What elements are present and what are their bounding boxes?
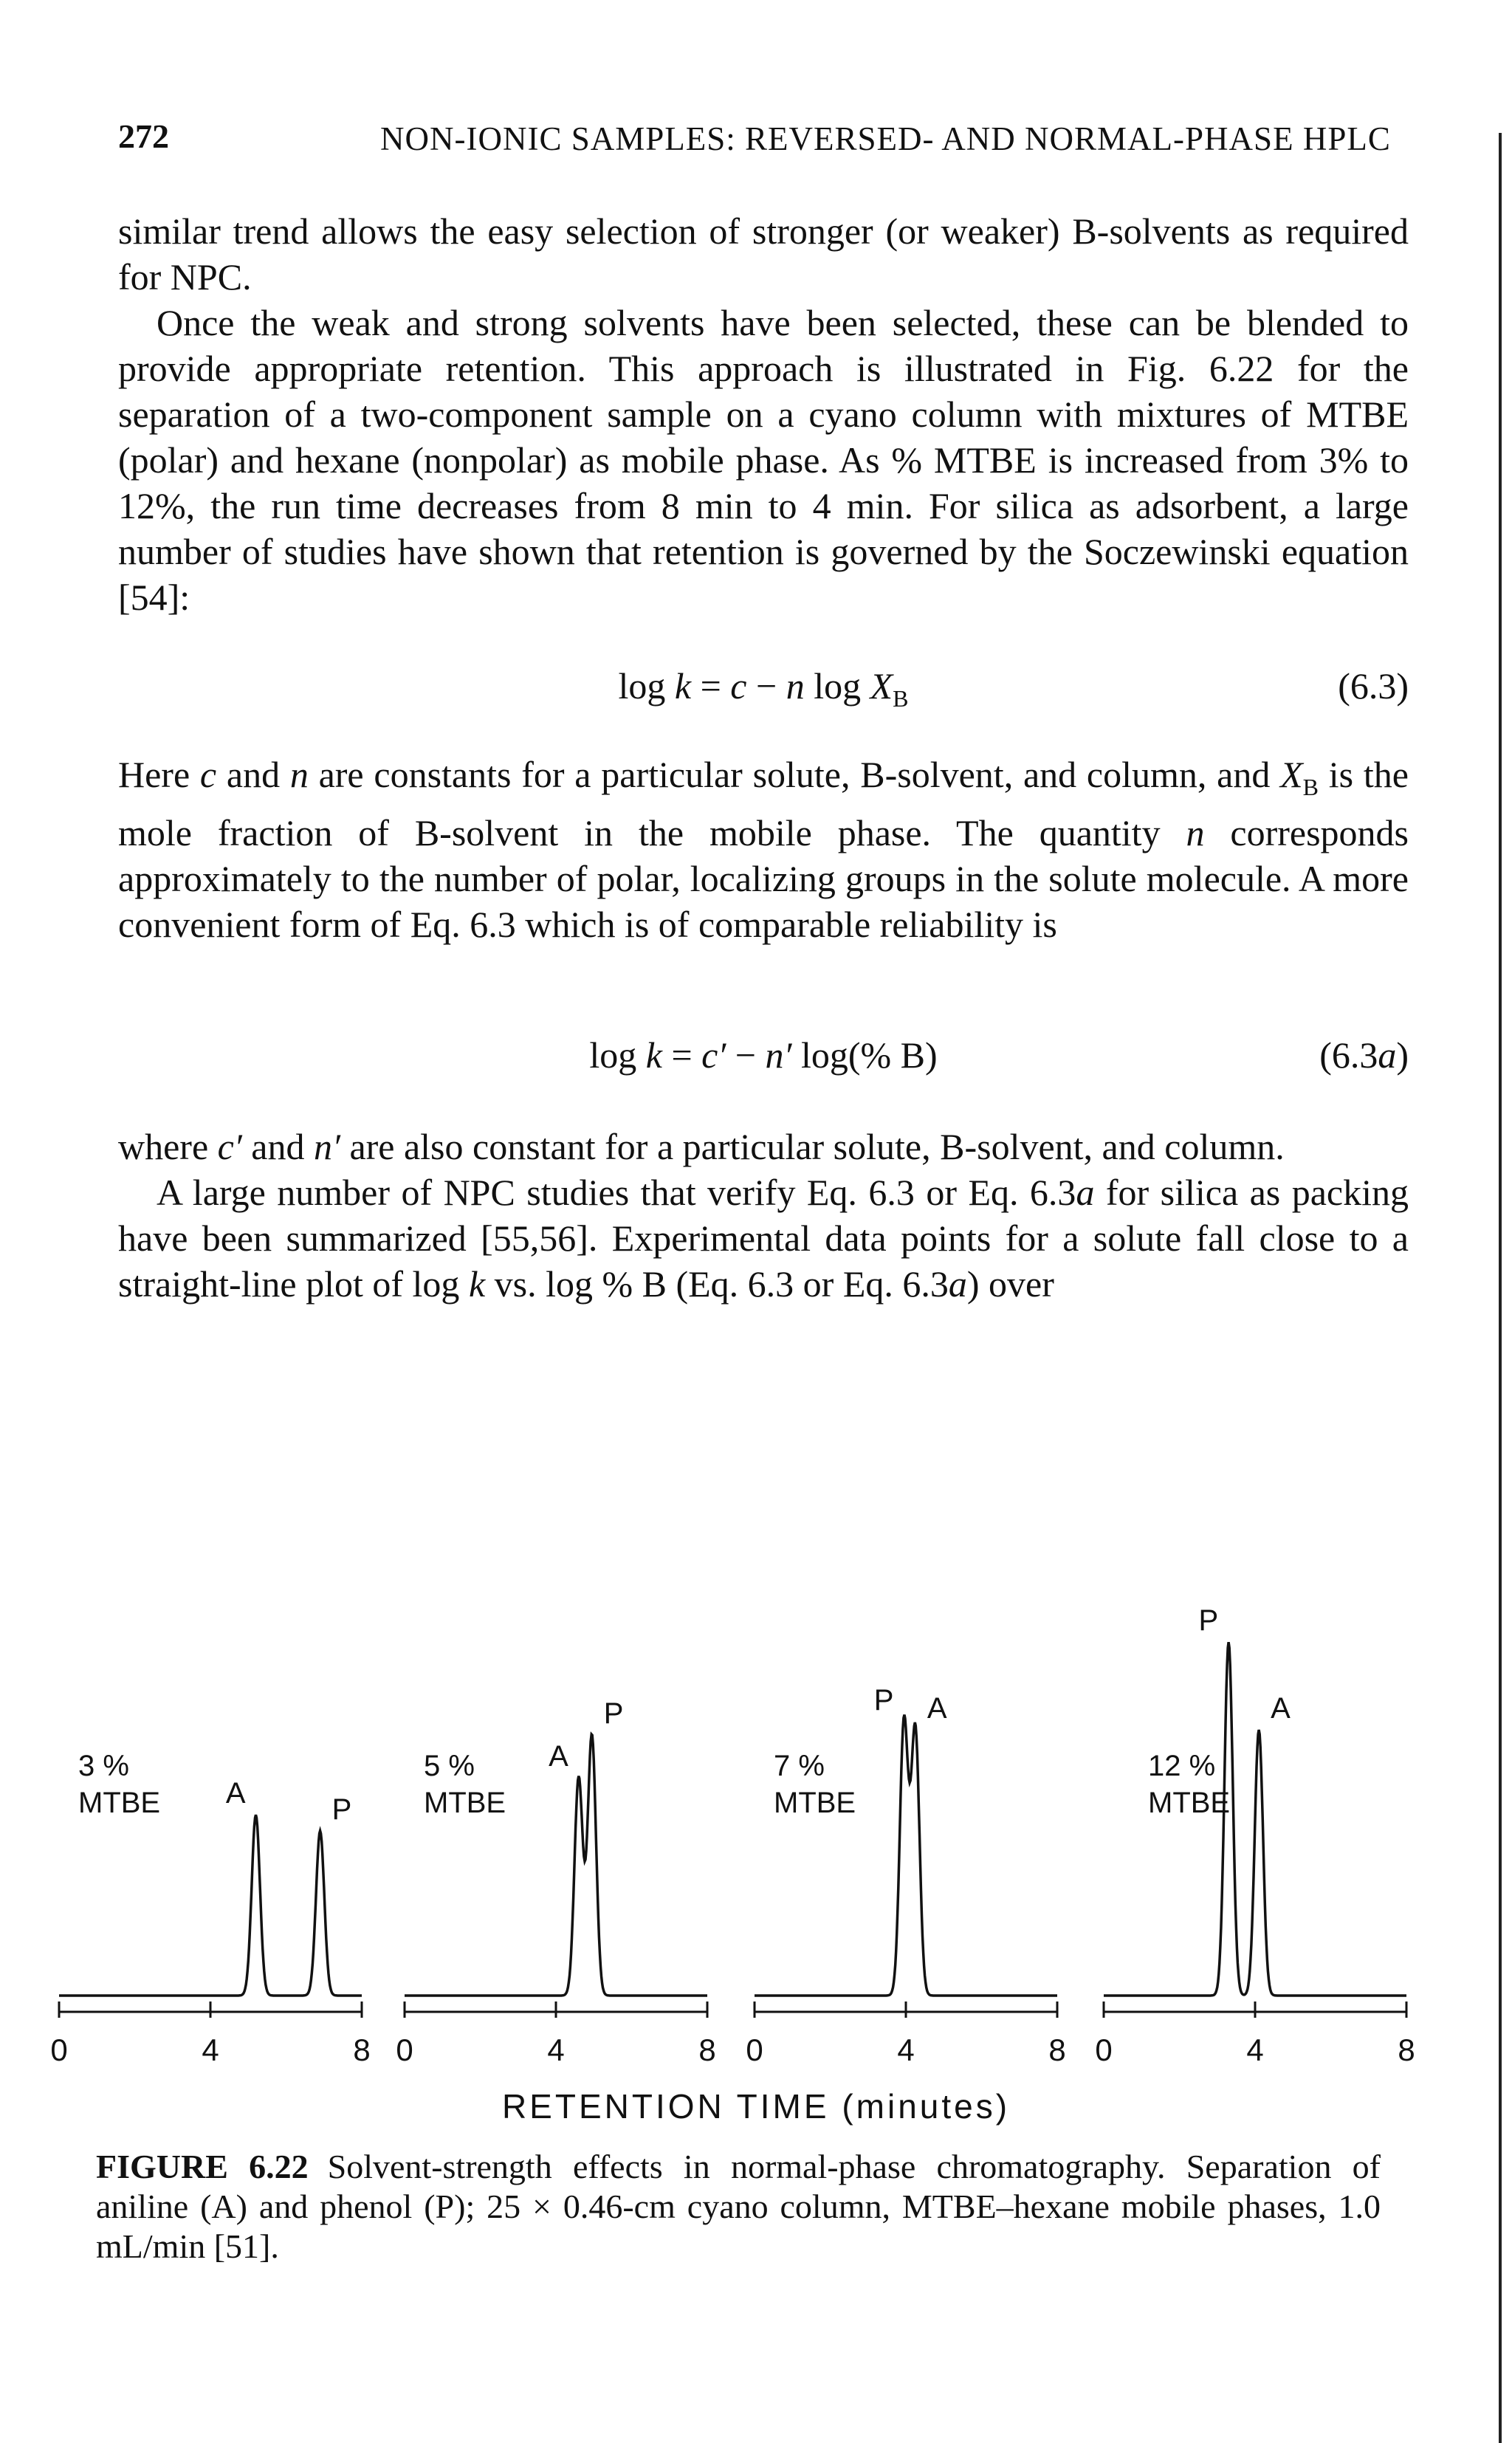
panel-label-solvent: MTBE (774, 1787, 856, 1819)
x-tick-label: 4 (1246, 2033, 1264, 2067)
x-tick-label: 0 (1095, 2033, 1113, 2067)
paragraph-2: Once the weak and strong solvents have been selected, these can be blended to provide appropriate retention. This approach is illustrated in Fig. 6.22 for the separation of a two-component sample on a cyano column with mixtures of MTBE (polar) and hexane (nonpolar) as mobile phase. As % MTBE is increased from 3% to 12%, the run time decreases from 8 min to 4 min. For silica as adsorbent, a large number of studies have shown that retention is governed by the Soczewinski equation [54]: (118, 302, 1409, 618)
peak-label: A (1271, 1692, 1291, 1725)
equation-body: log k = c′ − n′ log(% B) (589, 1034, 938, 1076)
caption-text: Solvent-strength effects in normal-phase chromatography. Separation of aniline (A) and phenol (P); 25 × 0.46-cm cyano column, MTBE–hexane mobile phases, 1.0 mL/min [51]. (96, 2148, 1381, 2265)
panel-label-solvent: MTBE (1148, 1787, 1231, 1819)
page-number: 272 (118, 117, 169, 155)
body-text-middle (118, 752, 1409, 947)
peak-label: P (1198, 1604, 1219, 1638)
figure-caption (96, 2147, 1381, 2267)
x-tick-label: 8 (353, 2033, 371, 2067)
figure-label: FIGURE 6.22 (96, 2148, 309, 2185)
x-tick-label: 4 (547, 2033, 565, 2067)
x-tick-label: 4 (897, 2033, 915, 2067)
panel-label-percent: 12 % (1148, 1750, 1216, 1782)
figure-6-22 (0, 1388, 1512, 2156)
paragraph-5: A large number of NPC studies that verify Eq. 6.3 or Eq. 6.3a for silica as packing have been summarized [55,56]. Experimental data points for a solute fall close to a straight-line plot of log k vs. log % B (Eq. 6.3 or Eq. 6.3a) over (118, 1172, 1409, 1305)
peak-label: P (603, 1697, 624, 1731)
chromatogram-panel (396, 1697, 715, 2067)
panel-label-percent: 3 % (78, 1750, 129, 1782)
paragraph-4: where c′ and n′ are also constant for a particular solute, B-solvent, and column. (118, 1126, 1285, 1167)
equation-6-3a (118, 1034, 1409, 1085)
chromatogram-panel (746, 1684, 1065, 2067)
panel-label-percent: 5 % (424, 1750, 475, 1782)
equation-6-3 (118, 664, 1409, 716)
paragraph-3: Here c and n are constants for a particular solute, B-solvent, and column, and $X_B$ is the mole fraction of B-solvent in the mobile phase. The quantity n corresponds approximately to the number of polar, localizing groups in the solute molecule. A more convenient form of Eq. 6.3 which is of comparable reliability is (118, 754, 1409, 945)
running-head: NON-IONIC SAMPLES: REVERSED- AND NORMAL-PHASE HPLC (380, 120, 1391, 157)
x-tick-label: 8 (1048, 2033, 1066, 2067)
page-header (118, 117, 1410, 161)
chromatogram-panel (1095, 1604, 1415, 2067)
chromatogram-panel (50, 1750, 370, 2067)
panel-label-percent: 7 % (774, 1750, 825, 1782)
peak-label: P (331, 1793, 352, 1826)
x-tick-label: 0 (50, 2033, 68, 2067)
chromatogram-figure (0, 1388, 1512, 2156)
panel-label-solvent: MTBE (424, 1787, 506, 1819)
peak-label: A (549, 1739, 568, 1773)
x-tick-label: 0 (746, 2033, 763, 2067)
chromatogram-trace (59, 1815, 362, 1996)
x-tick-label: 8 (698, 2033, 716, 2067)
body-text-top (118, 208, 1409, 620)
equation-body: log k = c − n $\log X_B$ (618, 665, 909, 712)
x-tick-label: 8 (1398, 2033, 1415, 2067)
body-text-bottom (118, 1124, 1409, 1307)
x-tick-label: 4 (202, 2033, 219, 2067)
x-tick-label: 0 (396, 2033, 413, 2067)
peak-label: A (927, 1692, 947, 1725)
equation-number: (6.3a) (1319, 1034, 1409, 1076)
panel-label-solvent: MTBE (78, 1787, 161, 1819)
paragraph-1: similar trend allows the easy selection of stronger (or weaker) B-solvents as required for NPC. (118, 210, 1409, 298)
x-axis-title: RETENTION TIME (minutes) (501, 2087, 1011, 2126)
equation-number: (6.3) (1338, 665, 1409, 707)
peak-label: A (225, 1777, 246, 1810)
peak-label: P (873, 1684, 894, 1717)
